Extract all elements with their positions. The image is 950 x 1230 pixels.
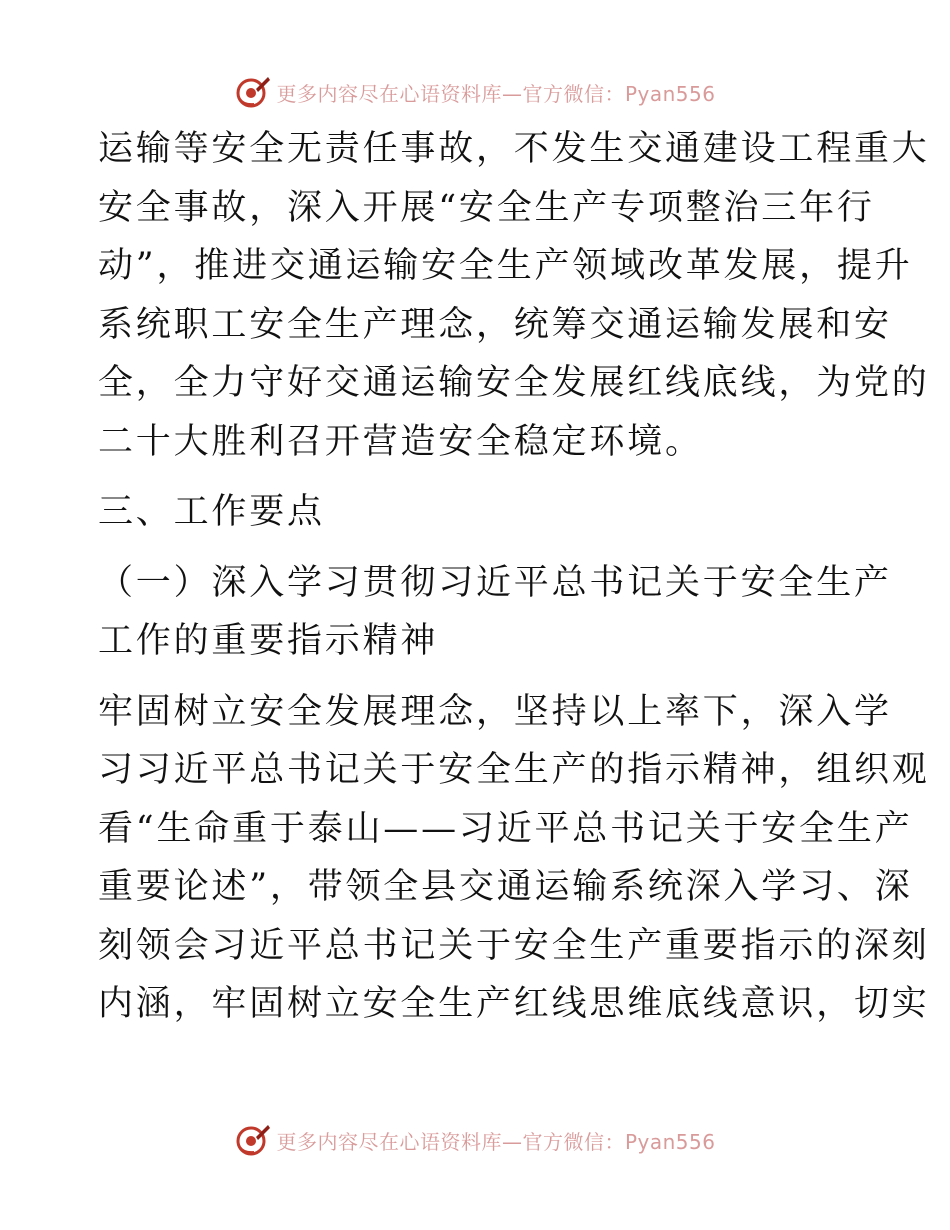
text-line: 习习近平总书记关于安全生产的指示精神，组织观 <box>98 750 930 790</box>
footer-banner <box>0 1118 950 1162</box>
section-heading <box>98 483 858 542</box>
paragraph-2 <box>98 683 930 1034</box>
text-line: 动”，推进交通运输安全生产领域改革发展，提升 <box>98 246 913 286</box>
document-body <box>98 120 930 1034</box>
header-banner-text: 更多内容尽在心语资料库—官方微信：Pyan556 <box>276 81 716 106</box>
text-line: 运输等安全无责任事故，不发生交通建设工程重大 <box>98 129 930 169</box>
section-heading-text: 三、工作要点 <box>98 492 325 532</box>
pen-logo-icon <box>234 1121 272 1159</box>
text-line: 看“生命重于泰山——习近平总书记关于安全生产 <box>98 808 913 849</box>
footer-banner-text: 更多内容尽在心语资料库—官方微信：Pyan556 <box>276 1129 716 1154</box>
paragraph-1 <box>98 120 930 471</box>
text-line: 刻领会习近平总书记关于安全生产重要指示的深刻 <box>98 925 930 966</box>
text-line: 重要论述”，带领全县交通运输系统深入学习、深 <box>98 867 913 907</box>
text-line: 系统职工安全生产理念，统筹交通运输发展和安 <box>98 304 892 345</box>
text-line: 全，全力守好交通运输安全发展红线底线，为党的 <box>98 363 930 403</box>
text-line: 牢固树立安全发展理念，坚持以上率下，深入学 <box>98 691 892 732</box>
text-line: 安全事故，深入开展“安全生产专项整治三年行 <box>98 187 875 228</box>
text-line: （一）深入学习贯彻习近平总书记关于安全生产 <box>98 562 892 603</box>
text-line: 工作的重要指示精神 <box>98 621 439 661</box>
pen-logo-icon <box>234 73 272 111</box>
text-line: 二十大胜利召开营造安全稳定环境。 <box>98 421 703 462</box>
text-line: 内涵，牢固树立安全生产红线思维底线意识，切实 <box>98 984 930 1024</box>
header-banner <box>0 70 950 114</box>
subsection-heading <box>98 554 892 671</box>
